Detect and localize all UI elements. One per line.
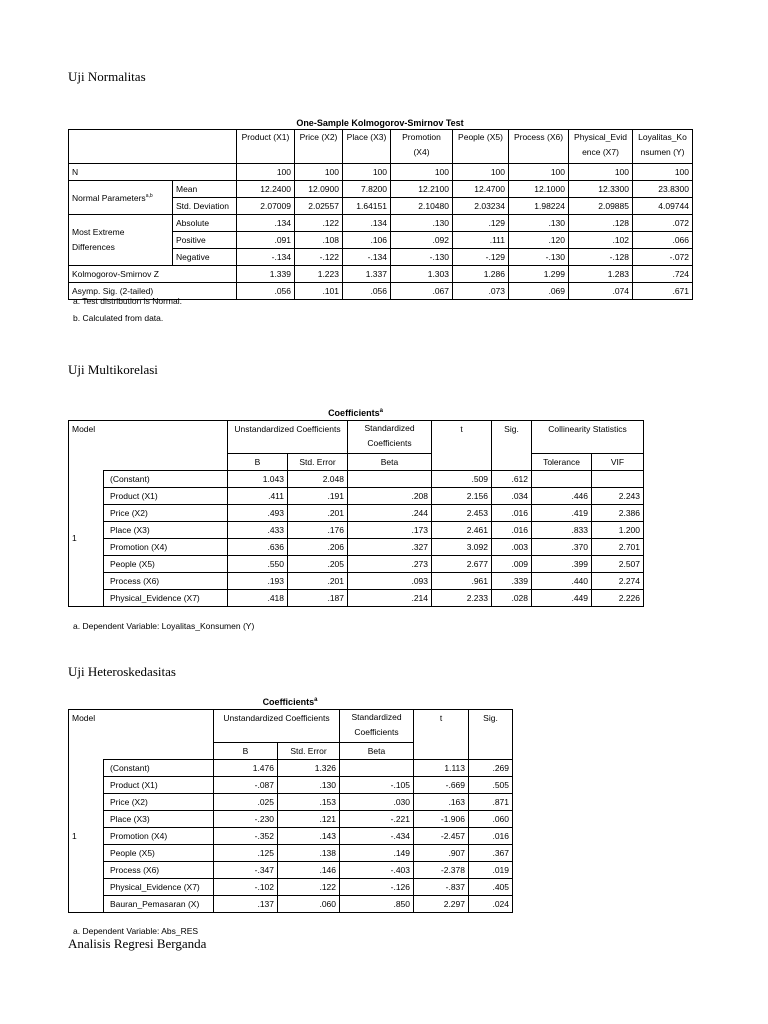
table-row <box>69 505 644 522</box>
table-row <box>69 556 644 573</box>
multi-value-cell: 2.233 <box>432 590 492 607</box>
multi-title-sup: a <box>379 408 383 414</box>
hetero-value-cell: .016 <box>469 828 513 845</box>
table-row <box>69 828 513 845</box>
multi-header-t: t <box>432 421 492 471</box>
table-row <box>69 862 513 879</box>
hetero-value-cell: .130 <box>278 777 340 794</box>
hetero-value-cell: -2.378 <box>414 862 469 879</box>
multi-predictor-name: Physical_Evidence (X7) <box>104 590 228 607</box>
hetero-value-cell: .138 <box>278 845 340 862</box>
ks-value-cell: .102 <box>569 232 633 249</box>
multi-model-number: 1 <box>69 471 104 607</box>
section-heading-heteroskedasitas: Uji Heteroskedasitas <box>68 664 176 679</box>
hetero-value-cell: .850 <box>340 896 414 913</box>
multi-value-cell: 2.156 <box>432 488 492 505</box>
ks-value-cell: 12.2100 <box>391 181 453 198</box>
hetero-value-cell: .163 <box>414 794 469 811</box>
ks-col-header: Promotion (X4) <box>391 130 453 164</box>
hetero-title-text: Coefficients <box>262 697 315 707</box>
ks-value-cell: .101 <box>295 283 343 300</box>
multi-value-cell: .201 <box>288 573 348 590</box>
ks-value-cell: 100 <box>295 164 343 181</box>
ks-value-cell: -.072 <box>633 249 693 266</box>
ks-value-cell: .067 <box>391 283 453 300</box>
hetero-value-cell: .121 <box>278 811 340 828</box>
table-row <box>69 777 513 794</box>
ks-row-label: Asymp. Sig. (2-tailed) <box>69 283 237 300</box>
multi-value-cell: .273 <box>348 556 432 573</box>
ks-value-cell: 100 <box>453 164 509 181</box>
hetero-predictor-name: Price (X2) <box>104 794 214 811</box>
multi-header-sig: Sig. <box>492 421 532 471</box>
hetero-predictor-name: Process (X6) <box>104 862 214 879</box>
ks-value-cell: 1.283 <box>569 266 633 283</box>
ks-value-cell: .069 <box>509 283 569 300</box>
multi-value-cell: .206 <box>288 539 348 556</box>
ks-col-header: Physical_Evidence (X7) <box>569 130 633 164</box>
table-row <box>69 811 513 828</box>
multi-value-cell: 2.386 <box>592 505 644 522</box>
ks-value-cell: .671 <box>633 283 693 300</box>
multi-header-model: Model <box>69 421 228 471</box>
hetero-value-cell: .060 <box>278 896 340 913</box>
multi-predictor-name: Process (X6) <box>104 573 228 590</box>
ks-row-sublabel: Std. Deviation <box>173 198 237 215</box>
table-row <box>69 181 693 198</box>
ks-value-cell: -.128 <box>569 249 633 266</box>
multi-coef-table <box>68 420 644 607</box>
hetero-header-beta: Beta <box>340 743 414 760</box>
multi-value-cell: 3.092 <box>432 539 492 556</box>
hetero-value-cell: -.669 <box>414 777 469 794</box>
multi-value-cell: .201 <box>288 505 348 522</box>
ks-row-group-label: Most Extreme Differences <box>72 227 125 252</box>
multi-table-title <box>68 408 643 418</box>
ks-row-group-label: Normal Parameters <box>72 192 146 203</box>
ks-value-cell: 100 <box>569 164 633 181</box>
multi-header-std: Standardized Coefficients <box>348 421 432 454</box>
hetero-value-cell: 1.113 <box>414 760 469 777</box>
multi-value-cell: .440 <box>532 573 592 590</box>
ks-value-cell: 100 <box>633 164 693 181</box>
multi-header-se: Std. Error <box>288 454 348 471</box>
hetero-header-b: B <box>214 743 278 760</box>
hetero-note: a. Dependent Variable: Abs_RES <box>73 926 199 936</box>
ks-value-cell: 1.98224 <box>509 198 569 215</box>
ks-col-header: Place (X3) <box>343 130 391 164</box>
hetero-header-std: Standardized Coefficients <box>340 710 414 743</box>
table-row <box>69 471 644 488</box>
ks-value-cell: -.130 <box>391 249 453 266</box>
hetero-value-cell: -.347 <box>214 862 278 879</box>
hetero-value-cell: .153 <box>278 794 340 811</box>
hetero-value-cell: .907 <box>414 845 469 862</box>
ks-value-cell: 2.02557 <box>295 198 343 215</box>
hetero-predictor-name: Promotion (X4) <box>104 828 214 845</box>
hetero-value-cell: .405 <box>469 879 513 896</box>
table-row <box>69 488 644 505</box>
ks-value-cell: -.122 <box>295 249 343 266</box>
ks-value-cell: 12.2400 <box>237 181 295 198</box>
table-row <box>69 573 644 590</box>
ks-value-cell: .134 <box>343 215 391 232</box>
multi-value-cell: 2.226 <box>592 590 644 607</box>
ks-value-cell: 100 <box>509 164 569 181</box>
hetero-value-cell: .146 <box>278 862 340 879</box>
hetero-value-cell <box>340 760 414 777</box>
multi-value-cell: .411 <box>228 488 288 505</box>
ks-value-cell: 12.3300 <box>569 181 633 198</box>
hetero-value-cell: .143 <box>278 828 340 845</box>
ks-value-cell: .130 <box>509 215 569 232</box>
multi-value-cell: .612 <box>492 471 532 488</box>
ks-row-group <box>69 181 173 215</box>
multi-predictor-name: People (X5) <box>104 556 228 573</box>
ks-row-group-sup: a,b <box>145 193 153 200</box>
multi-value-cell <box>348 471 432 488</box>
ks-value-cell: .073 <box>453 283 509 300</box>
multi-value-cell: .016 <box>492 522 532 539</box>
multi-predictor-name: (Constant) <box>104 471 228 488</box>
ks-value-cell: 2.10480 <box>391 198 453 215</box>
ks-col-header: Price (X2) <box>295 130 343 164</box>
multi-value-cell: .833 <box>532 522 592 539</box>
multi-value-cell: .208 <box>348 488 432 505</box>
table-row <box>69 266 693 283</box>
hetero-value-cell: -.837 <box>414 879 469 896</box>
ks-row-sublabel: Mean <box>173 181 237 198</box>
multi-value-cell: .433 <box>228 522 288 539</box>
ks-value-cell: .108 <box>295 232 343 249</box>
table-row <box>69 896 513 913</box>
multi-note: a. Dependent Variable: Loyalitas_Konsumen (Y) <box>73 621 255 631</box>
multi-value-cell <box>532 471 592 488</box>
multi-value-cell: 2.507 <box>592 556 644 573</box>
hetero-value-cell: -.403 <box>340 862 414 879</box>
section-heading-multikorelasi: Uji Multikorelasi <box>68 362 158 377</box>
ks-value-cell: .056 <box>237 283 295 300</box>
multi-header-row-1 <box>69 421 644 454</box>
ks-value-cell: 1.299 <box>509 266 569 283</box>
hetero-value-cell: .025 <box>214 794 278 811</box>
ks-col-header: People (X5) <box>453 130 509 164</box>
multi-value-cell: 2.461 <box>432 522 492 539</box>
multi-value-cell: .093 <box>348 573 432 590</box>
multi-title-text: Coefficients <box>328 408 380 418</box>
section-heading-regresi: Analisis Regresi Berganda <box>68 936 207 951</box>
ks-value-cell: .130 <box>391 215 453 232</box>
hetero-header-row-1 <box>69 710 513 743</box>
multi-value-cell: 1.200 <box>592 522 644 539</box>
multi-value-cell: .446 <box>532 488 592 505</box>
hetero-header-sig: Sig. <box>469 710 513 760</box>
multi-value-cell: .016 <box>492 505 532 522</box>
ks-value-cell: 100 <box>237 164 295 181</box>
hetero-value-cell: -.126 <box>340 879 414 896</box>
hetero-title-sup: a <box>314 697 318 703</box>
multi-value-cell: .339 <box>492 573 532 590</box>
multi-value-cell: .399 <box>532 556 592 573</box>
multi-value-cell: .173 <box>348 522 432 539</box>
hetero-value-cell: -.087 <box>214 777 278 794</box>
ks-value-cell: 1.339 <box>237 266 295 283</box>
ks-value-cell: -.130 <box>509 249 569 266</box>
hetero-value-cell: .122 <box>278 879 340 896</box>
ks-value-cell: .091 <box>237 232 295 249</box>
hetero-value-cell: -.102 <box>214 879 278 896</box>
hetero-value-cell: .030 <box>340 794 414 811</box>
ks-value-cell: 12.0900 <box>295 181 343 198</box>
ks-value-cell: .056 <box>343 283 391 300</box>
multi-value-cell <box>592 471 644 488</box>
multi-value-cell: .961 <box>432 573 492 590</box>
multi-predictor-name: Price (X2) <box>104 505 228 522</box>
ks-value-cell: 1.337 <box>343 266 391 283</box>
table-row <box>69 215 693 232</box>
ks-value-cell: .072 <box>633 215 693 232</box>
ks-value-cell: 12.1000 <box>509 181 569 198</box>
ks-test-table <box>68 129 693 300</box>
ks-value-cell: .134 <box>237 215 295 232</box>
multi-value-cell: .449 <box>532 590 592 607</box>
section-heading-normalitas: Uji Normalitas <box>68 69 146 84</box>
hetero-value-cell: -.434 <box>340 828 414 845</box>
hetero-predictor-name: Place (X3) <box>104 811 214 828</box>
hetero-value-cell: .367 <box>469 845 513 862</box>
ks-value-cell: -.129 <box>453 249 509 266</box>
multi-predictor-name: Place (X3) <box>104 522 228 539</box>
hetero-value-cell: .505 <box>469 777 513 794</box>
ks-row-sublabel: Negative <box>173 249 237 266</box>
multi-value-cell: 2.243 <box>592 488 644 505</box>
hetero-header-t: t <box>414 710 469 760</box>
table-row <box>69 845 513 862</box>
multi-value-cell: .193 <box>228 573 288 590</box>
hetero-value-cell: 2.297 <box>414 896 469 913</box>
multi-value-cell: .009 <box>492 556 532 573</box>
multi-value-cell: .187 <box>288 590 348 607</box>
ks-value-cell: .122 <box>295 215 343 232</box>
hetero-value-cell: -.105 <box>340 777 414 794</box>
hetero-value-cell: .019 <box>469 862 513 879</box>
multi-header-coll: Collinearity Statistics <box>532 421 644 454</box>
ks-value-cell: .106 <box>343 232 391 249</box>
hetero-value-cell: -.230 <box>214 811 278 828</box>
ks-value-cell: 1.64151 <box>343 198 391 215</box>
multi-value-cell: .370 <box>532 539 592 556</box>
table-row <box>69 794 513 811</box>
ks-value-cell: .066 <box>633 232 693 249</box>
multi-predictor-name: Promotion (X4) <box>104 539 228 556</box>
hetero-header-se: Std. Error <box>278 743 340 760</box>
multi-value-cell: 2.677 <box>432 556 492 573</box>
ks-value-cell: -.134 <box>343 249 391 266</box>
ks-value-cell: .128 <box>569 215 633 232</box>
ks-header-row <box>69 130 693 164</box>
ks-value-cell: .120 <box>509 232 569 249</box>
multi-value-cell: .244 <box>348 505 432 522</box>
hetero-predictor-name: Physical_Evidence (X7) <box>104 879 214 896</box>
ks-header-blank <box>69 130 237 164</box>
multi-header-tol: Tolerance <box>532 454 592 471</box>
ks-value-cell: 1.286 <box>453 266 509 283</box>
multi-value-cell: 2.453 <box>432 505 492 522</box>
hetero-value-cell: .024 <box>469 896 513 913</box>
multi-value-cell: .327 <box>348 539 432 556</box>
multi-value-cell: .214 <box>348 590 432 607</box>
hetero-value-cell: 1.476 <box>214 760 278 777</box>
multi-value-cell: .205 <box>288 556 348 573</box>
table-row <box>69 760 513 777</box>
ks-value-cell: .092 <box>391 232 453 249</box>
ks-value-cell: 1.223 <box>295 266 343 283</box>
multi-value-cell: .418 <box>228 590 288 607</box>
hetero-predictor-name: (Constant) <box>104 760 214 777</box>
multi-predictor-name: Product (X1) <box>104 488 228 505</box>
hetero-header-unstd: Unstandardized Coefficients <box>214 710 340 743</box>
ks-row-sublabel: Absolute <box>173 215 237 232</box>
ks-value-cell: 23.8300 <box>633 181 693 198</box>
ks-note-a: a. Test distribution is Normal. <box>73 296 182 306</box>
table-row <box>69 539 644 556</box>
hetero-header-model: Model <box>69 710 214 760</box>
hetero-table-title <box>68 697 512 707</box>
hetero-predictor-name: Product (X1) <box>104 777 214 794</box>
ks-value-cell: 2.07009 <box>237 198 295 215</box>
multi-value-cell: .419 <box>532 505 592 522</box>
ks-value-cell: 1.303 <box>391 266 453 283</box>
multi-value-cell: .636 <box>228 539 288 556</box>
ks-value-cell: 4.09744 <box>633 198 693 215</box>
hetero-value-cell: .060 <box>469 811 513 828</box>
ks-col-header: Product (X1) <box>237 130 295 164</box>
hetero-value-cell: .125 <box>214 845 278 862</box>
table-row <box>69 522 644 539</box>
ks-value-cell: .111 <box>453 232 509 249</box>
hetero-value-cell: 1.326 <box>278 760 340 777</box>
hetero-value-cell: .137 <box>214 896 278 913</box>
ks-value-cell: 100 <box>343 164 391 181</box>
ks-test-title: One-Sample Kolmogorov-Smirnov Test <box>296 118 464 128</box>
multi-value-cell: 2.048 <box>288 471 348 488</box>
hetero-value-cell: -1.906 <box>414 811 469 828</box>
table-row <box>69 879 513 896</box>
multi-value-cell: .550 <box>228 556 288 573</box>
ks-row-group <box>69 215 173 266</box>
multi-value-cell: 2.274 <box>592 573 644 590</box>
multi-value-cell: .176 <box>288 522 348 539</box>
multi-header-beta: Beta <box>348 454 432 471</box>
ks-note-b: b. Calculated from data. <box>73 313 164 323</box>
ks-value-cell: .724 <box>633 266 693 283</box>
ks-value-cell: .074 <box>569 283 633 300</box>
hetero-value-cell: .871 <box>469 794 513 811</box>
multi-header-vif: VIF <box>592 454 644 471</box>
hetero-value-cell: -2.457 <box>414 828 469 845</box>
multi-value-cell: .493 <box>228 505 288 522</box>
ks-row-sublabel: Positive <box>173 232 237 249</box>
multi-value-cell: .509 <box>432 471 492 488</box>
multi-value-cell: .028 <box>492 590 532 607</box>
multi-value-cell: .003 <box>492 539 532 556</box>
ks-value-cell: 7.8200 <box>343 181 391 198</box>
ks-value-cell: 2.03234 <box>453 198 509 215</box>
hetero-value-cell: .269 <box>469 760 513 777</box>
multi-header-unstd: Unstandardized Coefficients <box>228 421 348 454</box>
ks-value-cell: 12.4700 <box>453 181 509 198</box>
hetero-value-cell: -.352 <box>214 828 278 845</box>
ks-col-header: Loyalitas_Konsumen (Y) <box>633 130 693 164</box>
ks-row-label: Kolmogorov-Smirnov Z <box>69 266 237 283</box>
ks-col-header: Process (X6) <box>509 130 569 164</box>
ks-value-cell: .129 <box>453 215 509 232</box>
ks-value-cell: -.134 <box>237 249 295 266</box>
hetero-model-number: 1 <box>69 760 104 913</box>
multi-value-cell: .034 <box>492 488 532 505</box>
hetero-predictor-name: People (X5) <box>104 845 214 862</box>
multi-header-b: B <box>228 454 288 471</box>
table-row <box>69 590 644 607</box>
hetero-value-cell: -.221 <box>340 811 414 828</box>
multi-value-cell: 1.043 <box>228 471 288 488</box>
multi-value-cell: .191 <box>288 488 348 505</box>
multi-value-cell: 2.701 <box>592 539 644 556</box>
hetero-predictor-name: Bauran_Pemasaran (X) <box>104 896 214 913</box>
hetero-value-cell: .149 <box>340 845 414 862</box>
table-row <box>69 164 693 181</box>
ks-value-cell: 100 <box>391 164 453 181</box>
hetero-coef-table <box>68 709 513 913</box>
ks-row-label: N <box>69 164 237 181</box>
ks-value-cell: 2.09885 <box>569 198 633 215</box>
